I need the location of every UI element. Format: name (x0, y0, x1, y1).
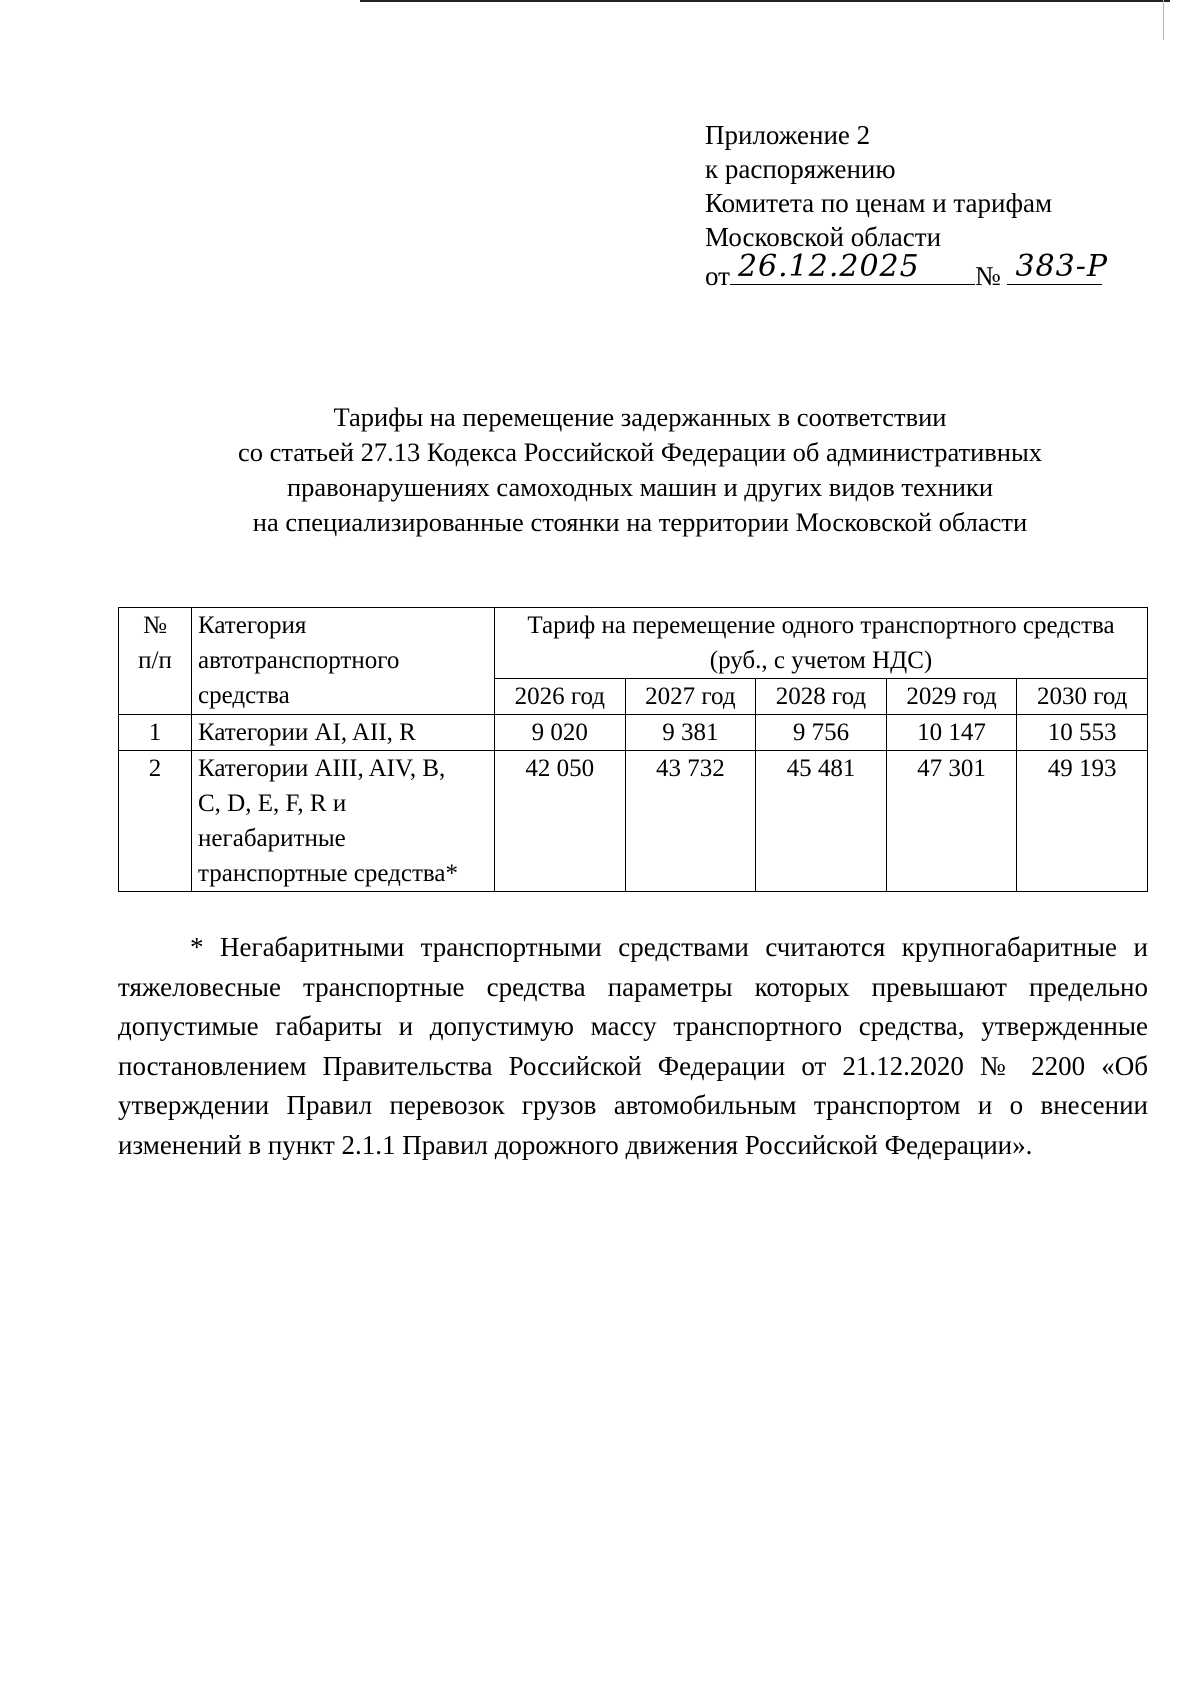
appendix-line-3: Комитета по ценам и тарифам (705, 188, 1053, 218)
header-year: 2027 год (625, 679, 756, 715)
row-category-line: негабаритные (198, 825, 346, 852)
appendix-line-2: к распоряжению (705, 154, 896, 184)
date-prefix: от (705, 261, 730, 291)
table-row (119, 715, 1148, 751)
header-num-line-1: № (143, 612, 167, 639)
row-category-line: Категории AI, AII, R (198, 719, 416, 746)
handwritten-date: 26.12.2025 (737, 249, 920, 284)
top-border-line (360, 0, 1170, 2)
row-category (192, 751, 495, 892)
appendix-line-4: Московской области (705, 222, 942, 252)
header-year: 2030 год (1017, 679, 1148, 715)
header-category-line-1: Категория (198, 612, 307, 639)
header-category-line-2: автотранспортного (198, 647, 400, 674)
date-field (730, 249, 975, 285)
scan-edge-line (1163, 0, 1164, 40)
header-tariff-line-2: (руб., с учетом НДС) (709, 647, 933, 674)
row-value: 9 756 (756, 715, 887, 751)
number-prefix: № (974, 261, 1001, 291)
title-line-2: со статьей 27.13 Кодекса Российской Федерации об административных (237, 437, 1043, 467)
appendix-date-number-line (705, 249, 1109, 293)
header-tariff-line-1: Тариф на перемещение одного транспортного средства (527, 612, 1115, 639)
row-category-line: C, D, E, F, R и (198, 790, 347, 817)
row-category-line: транспортные средства* (198, 860, 458, 887)
row-num: 2 (119, 751, 192, 892)
row-value: 49 193 (1017, 751, 1148, 892)
tariff-table (118, 607, 1148, 892)
header-tariff (495, 608, 1148, 679)
row-value: 10 147 (886, 715, 1017, 751)
header-year: 2028 год (756, 679, 887, 715)
row-category (192, 715, 495, 751)
row-num: 1 (119, 715, 192, 751)
row-value: 10 553 (1017, 715, 1148, 751)
footnote (118, 928, 1148, 1165)
row-value: 43 732 (625, 751, 756, 892)
table-header-row (119, 608, 1148, 679)
title-line-4: на специализированные стоянки на территории Московской области (252, 507, 1028, 537)
handwritten-number: 383-Р (1015, 249, 1109, 284)
title-line-1: Тарифы на перемещение задержанных в соответствии (333, 402, 947, 432)
header-year: 2026 год (495, 679, 626, 715)
header-category-line-3: средства (198, 682, 290, 709)
row-value: 47 301 (886, 751, 1017, 892)
table-row (119, 751, 1148, 892)
row-value: 9 381 (625, 715, 756, 751)
number-field (1007, 249, 1109, 285)
document-title (100, 400, 1180, 540)
header-year: 2029 год (886, 679, 1017, 715)
row-category-line: Категории AIII, AIV, B, (198, 755, 446, 782)
appendix-line-1: Приложение 2 (705, 120, 871, 150)
appendix-block (705, 118, 1109, 293)
header-num (119, 608, 192, 715)
row-value: 45 481 (756, 751, 887, 892)
header-category (192, 608, 495, 715)
header-num-line-2: п/п (138, 647, 172, 674)
row-value: 9 020 (495, 715, 626, 751)
row-value: 42 050 (495, 751, 626, 892)
title-line-3: правонарушениях самоходных машин и других видов техники (286, 472, 994, 502)
footnote-text: * Негабаритными транспортными средствами считаются крупногабаритные и тяжеловесные транспортные средства параметры которых превышают предельно допустимые габариты и допустимую массу транспортного средства, утвержденные постановлением Правительства Российской Федерации от 21.12.2020 № 2200 «Об утверждении Правил перевозок грузов автомобильным транспортом и о внесении изменений в пункт 2.1.1 Правил дорожного движения Российской Федерации». (118, 932, 1148, 1160)
